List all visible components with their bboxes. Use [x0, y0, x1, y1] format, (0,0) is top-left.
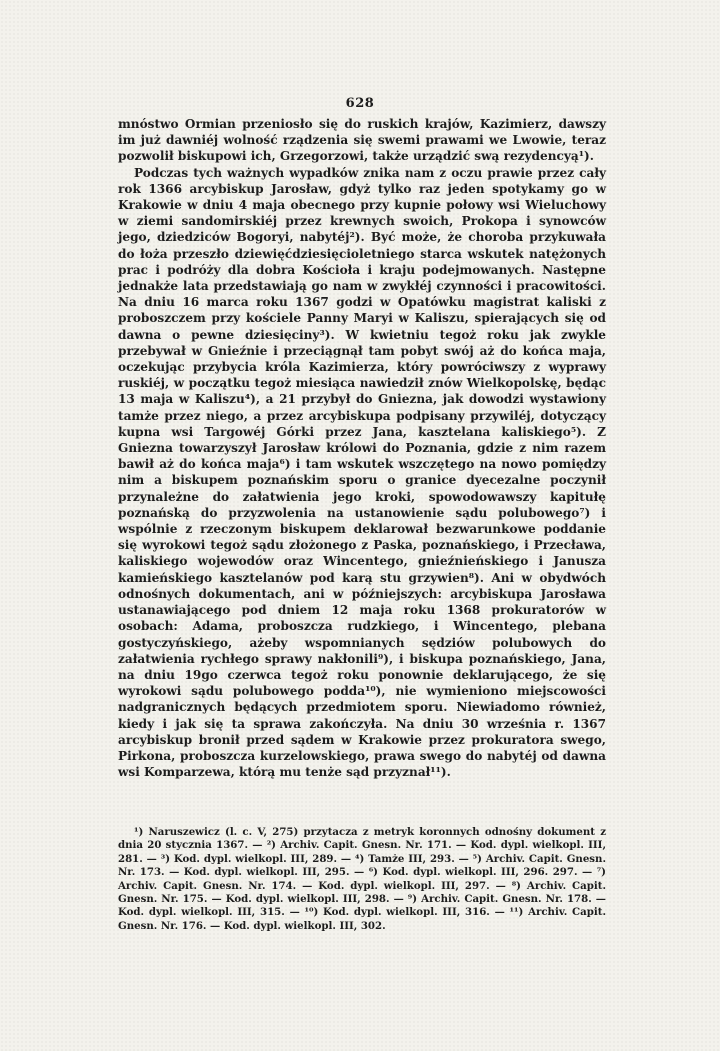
paragraph-1: mnóstwo Ormian przeniosło się do ruskich krajów, Kazimierz, dawszy im już dawniéj wolność rządzenia się swemi prawami we Lwowie, teraz pozwolił biskupowi ich, Grzegorzowi, także urządzić swą rezydencyą¹).	[118, 117, 606, 164]
paragraph-2: Podczas tych ważnych wypadków znika nam z oczu prawie przez cały rok 1366 arcybiskup Jarosław, gdyż tylko raz jeden spotykamy go w Krakowie w dniu 4 maja obecnego przy kupnie połowy wsi Wieluchowy w ziemi sandomirskiéj przez krewnych swoich, Prokopa i synowców jego, dziedziców Bogoryi, nabytéj²). Być może, że choroba przykuwała do łoża przeszło dziewięćdziesięcioletniego starca wskutek natężonych prac i podróży dla dobra Kościoła i kraju podejmowanych. Następne jednakże lata przedstawiają go nam w zwykłéj czynności i pracowitości. Na dniu 16 marca roku 1367 godzi w Opatówku magistrat kaliski z proboszczem przy kościele Panny Maryi w Kaliszu, spierających się od dawna o pewne dziesięciny³). W kwietniu tegoż roku jak zwykle przebywał w Gnieźnie i przeciągnął tam pobyt swój aż do końca maja, oczekując przybycia króla Kazimierza, który powróciwszy z wyprawy ruskiéj, w początku tegoż miesiąca nawiedził znów Wielkopolskę, będąc 13 maja w Kaliszu⁴), a 21 przybył do Gniezna, jak dowodzi wystawiony tamże przez niego, a przez arcybiskupa podpisany przywiléj, dotyczący kupna wsi Targowéj Górki przez Jana, kasztelana kaliskiego⁵). Z Gniezna towarzyszył Jarosław królowi do Poznania, gdzie z nim razem bawił aż do końca maja⁶) i tam wskutek wszczętego na nowo pomiędzy nim a biskupem poznańskim sporu o granice dyecezalne poczynił przynależne do załatwienia jego kroki, spowodowawszy kapitułę poznańską do przyzwolenia na ustanowienie sądu polubowego⁷) i wspólnie z rzeczonym biskupem deklarował bezwarunkowe poddanie się wyrokowi tegoż sądu złożonego z Paska, poznańskiego, i Przecława, kaliskiego wojewodów oraz Wincentego, gnieźnieńskiego i Janusza kamieńskiego kasztelanów pod karą stu grzywien⁸). Ani w obydwóch odnośnych dokumentach, ani w późniejszych: arcybiskupa Jarosława ustanawiającego pod dniem 12 maja roku 1368 prokuratorów w osobach: Adama, proboszcza rudzkiego, i Wincentego, plebana gostyczyńskiego, ażeby wspomnianych sędziów polubowych do załatwienia rychłego sprawy nakłonili⁹), i biskupa poznańskiego, Jana, na dniu 19go czerwca tegoż roku ponownie deklarującego, że się wyrokowi sądu polubowego podda¹⁰), nie wymieniono miejscowości nadgranicznych będących przedmiotem sporu. Niewiadomo również, kiedy i jak się ta sprawa zakończyła. Na dniu 30 września r. 1367 arcybiskup bronił przed sądem w Krakowie przez prokuratora swego, Pirkona, proboszcza kurzelowskiego, prawa swego do nabytéj od dawna wsi Komparzewa, którą mu tenże sąd przyznał¹¹).	[118, 165, 606, 780]
main-text	[118, 116, 606, 780]
footnote-text: ¹) Naruszewicz (l. c. V, 275) przytacza z metryk koronnych odnośny dokument z dnia 20 stycznia 1367. — ²) Archiv. Capit. Gnesn. Nr. 171. — Kod. dypl. wielkopl. III, 281. — ³) Kod. dypl. wielkopl. III, 289. — ⁴) Tamże III, 293. — ⁵) Archiv. Capit. Gnesn. Nr. 173. — Kod. dypl. wielkopl. III, 295. — ⁶) Kod. dypl. wielkopl. III, 296. 297. — ⁷) Archiv. Capit. Gnesn. Nr. 174. — Kod. dypl. wielkopl. III, 297. — ⁸) Archiv. Capit. Gnesn. Nr. 175. — Kod. dypl. wielkopl. III, 298. — ⁹) Archiv. Capit. Gnesn. Nr. 178. — Kod. dypl. wielkopl. III, 315. — ¹⁰) Kod. dypl. wielkopl. III, 316. — ¹¹) Archiv. Capit. Gnesn. Nr. 176. — Kod. dypl. wielkopl. III, 302.	[118, 826, 606, 932]
footnotes	[118, 826, 606, 933]
page-number: 628	[345, 96, 375, 111]
